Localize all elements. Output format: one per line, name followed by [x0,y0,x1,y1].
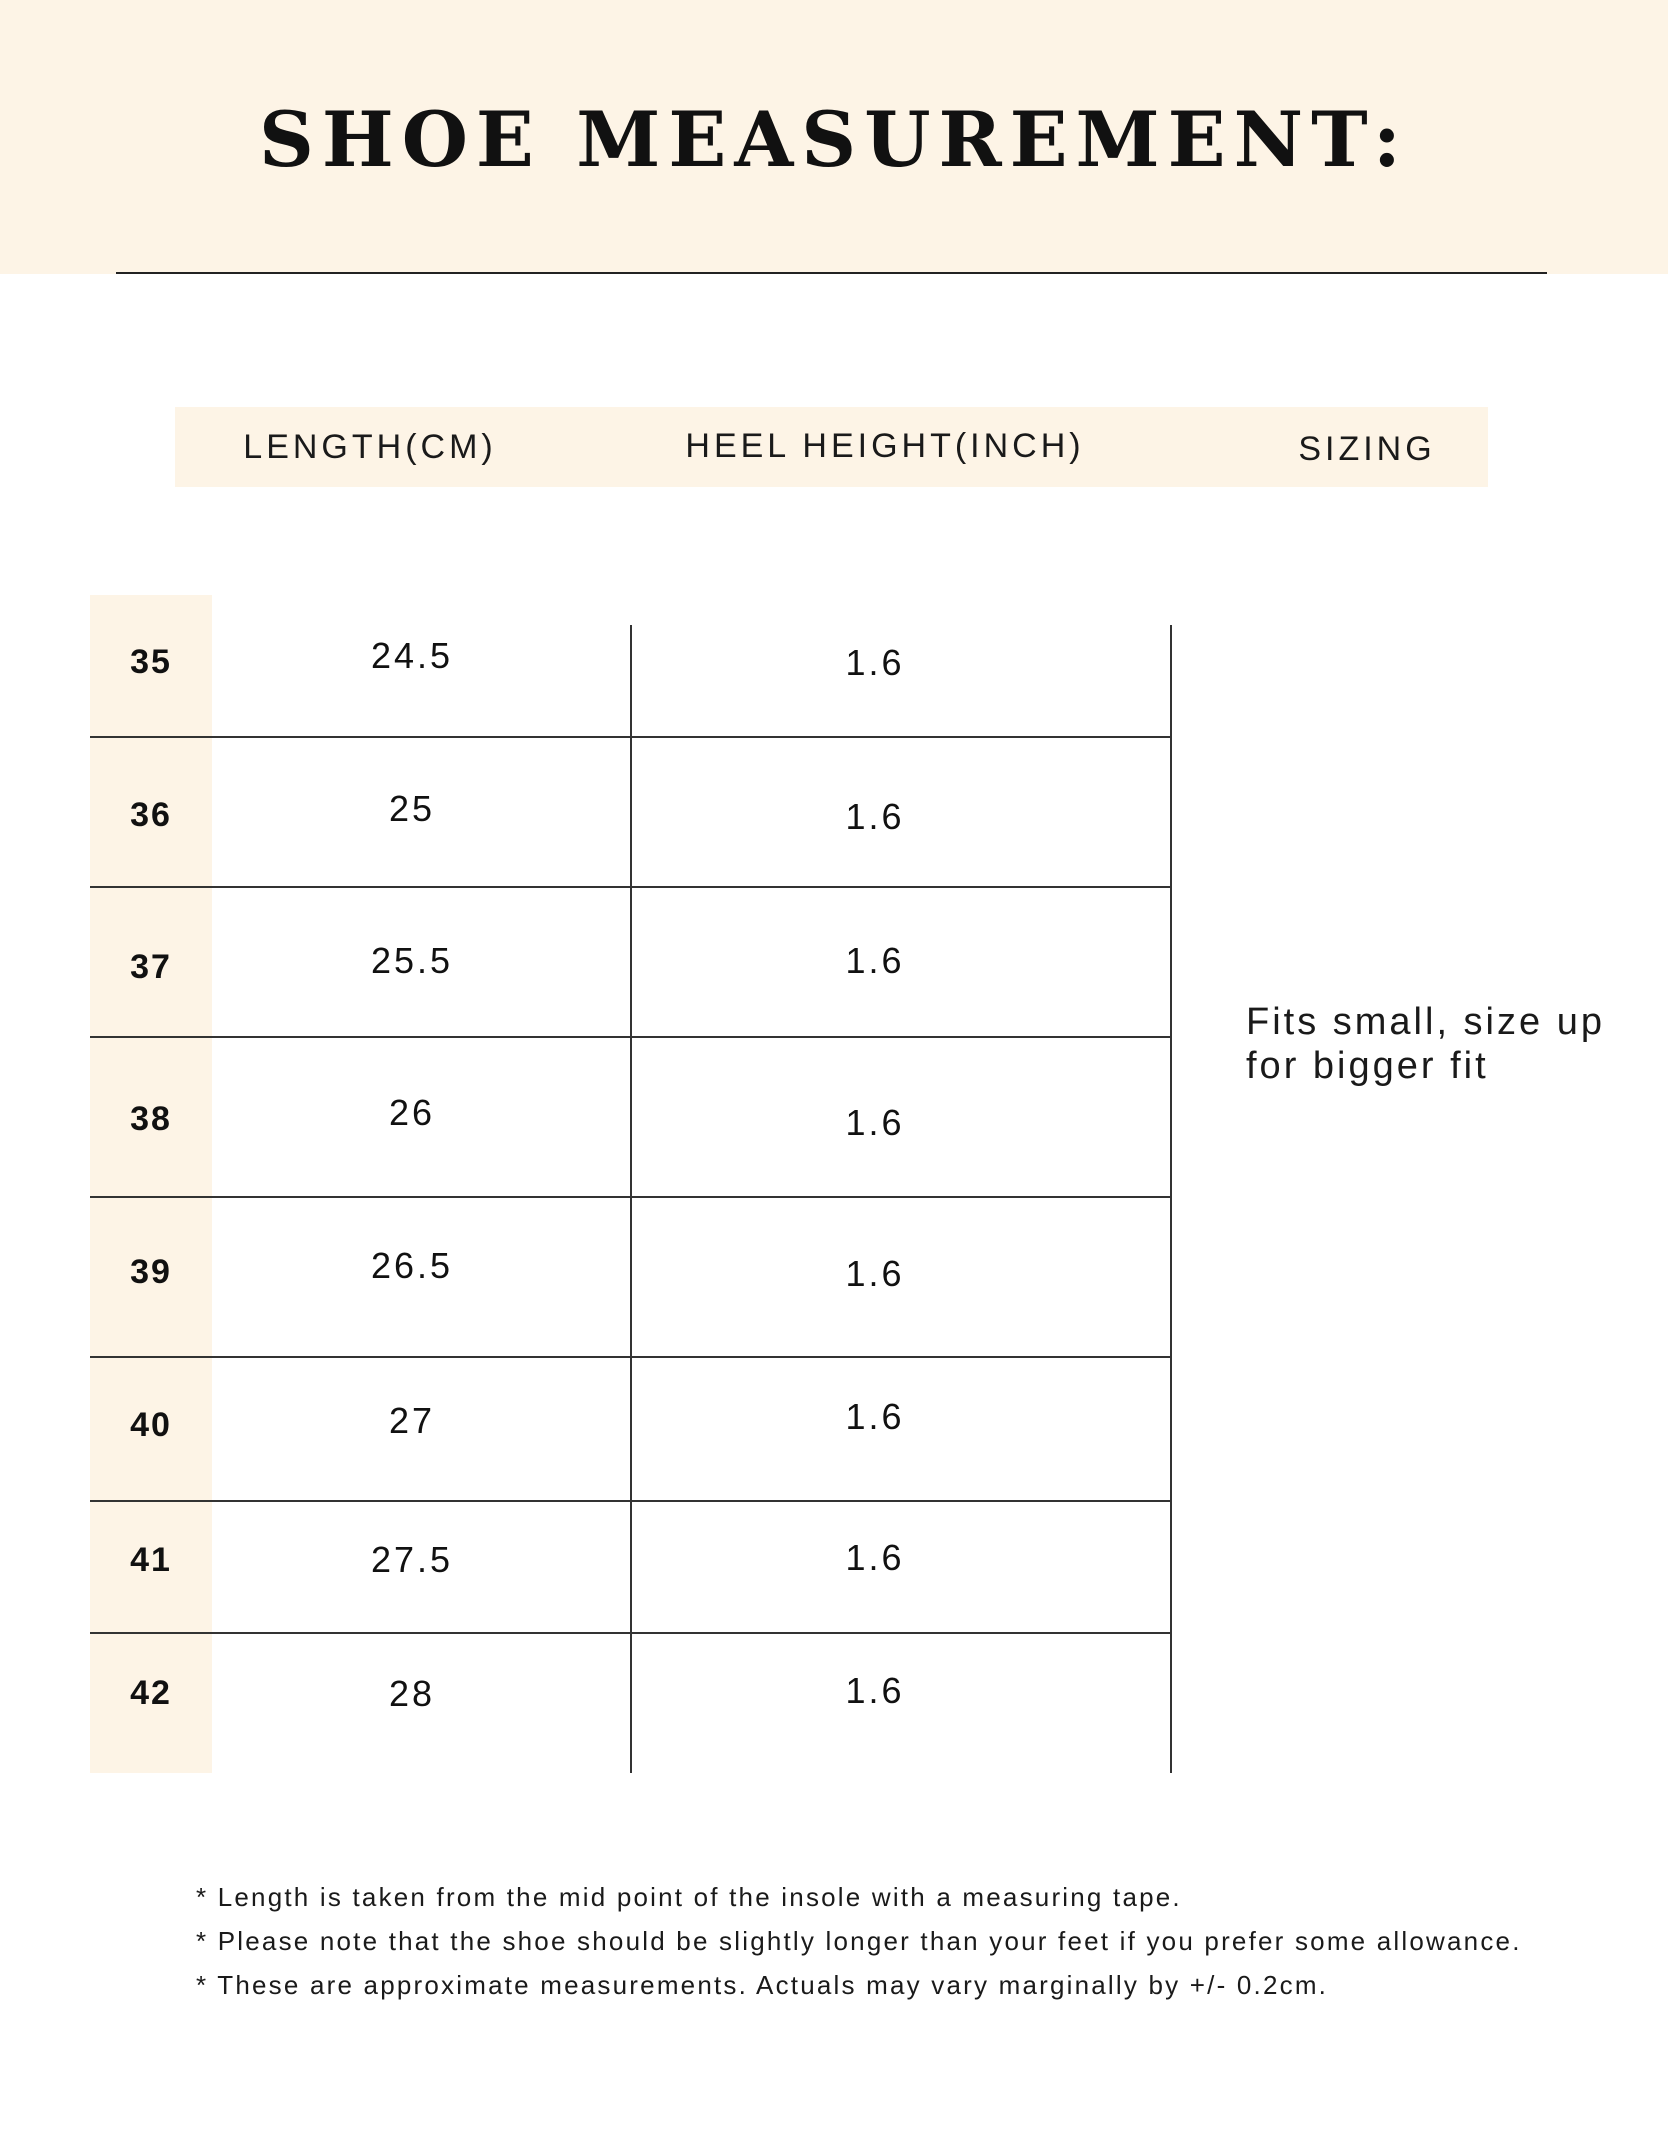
footnotes [196,1875,1616,2007]
heel-height-value: 1.6 [845,940,905,981]
heel-height-value: 1.6 [845,1102,905,1143]
length-value: 24.5 [370,635,454,676]
heel-height-value: 1.6 [845,796,905,837]
heel-height-value: 1.6 [845,642,905,683]
sizing-note [1246,1000,1646,1088]
heel-height-value: 1.6 [845,1396,905,1437]
length-value: 25.5 [370,940,454,981]
footnote: * Please note that the shoe should be slightly longer than your feet if you prefer some allowance. [196,1926,1522,1956]
size-label: 39 [130,1253,172,1291]
heel-height-value: 1.6 [845,1253,905,1294]
title-divider [116,272,1547,274]
size-label: 41 [130,1541,172,1579]
size-label: 42 [130,1674,172,1712]
size-label: 38 [130,1100,172,1138]
size-column-background [90,595,212,1773]
header-sizing: SIZING [1298,430,1436,468]
heel-height-value: 1.6 [845,1670,905,1711]
header-length: LENGTH(CM) [243,428,497,466]
length-value: 27 [388,1400,436,1441]
length-value: 27.5 [370,1539,454,1580]
size-label: 37 [130,948,172,986]
footnote: * Length is taken from the mid point of the insole with a measuring tape. [196,1882,1182,1912]
header-heel-height: HEEL HEIGHT(INCH) [685,427,1085,465]
size-label: 35 [130,643,172,681]
size-label: 40 [130,1406,172,1444]
sizing-note-line: Fits small, size up [1246,1001,1605,1043]
length-value: 26.5 [370,1245,454,1286]
column-divider [630,625,632,1773]
length-value: 26 [388,1092,436,1133]
footnote: * These are approximate measurements. Actuals may vary marginally by +/- 0.2cm. [196,1970,1329,2000]
page-title: SHOE MEASUREMENT: [259,95,1409,184]
length-value: 28 [388,1673,436,1714]
heel-height-value: 1.6 [845,1537,905,1578]
sizing-note-line: for bigger fit [1246,1045,1489,1087]
table-header [175,407,1488,487]
column-divider [1170,625,1172,1773]
length-value: 25 [388,788,436,829]
size-label: 36 [130,796,172,834]
